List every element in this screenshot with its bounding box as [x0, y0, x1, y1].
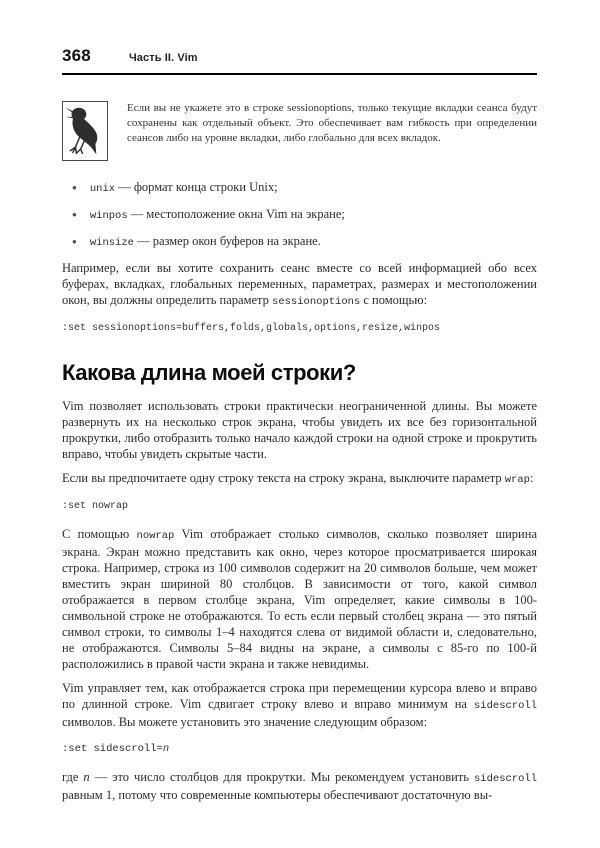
- bullet-text: [90, 206, 345, 224]
- code-line-sessionoptions: :set sessionoptions=buffers,folds,globals,options,resize,winpos: [62, 323, 441, 334]
- running-header-title: Часть II. Vim: [128, 52, 198, 64]
- list-item: [62, 206, 537, 224]
- paragraph-nowrap-explanation: С помощью nowrap Vim отображает столько символов, сколько позволяет ширина экрана. Экран можно представить как окно, через которое просматривается широкая строка. Например, строка из 100 символов содержит на 20 символов больше, чем может вместить экран шириной 80 столбцов. В зависимости от того, какой символ отображается в первом столбце экрана, Vim определяет, какие символы в 100-символьной строке не отображаются. То есть если первый столбец экрана — это пятый символ строки, то символы 1–4 находятся слева от видимой области и, следовательно, не отображаются. Символы 5–84 видны на экране, а символы с 85-го по 100-й расположились в правой части экрана и также невидимы.: [62, 527, 537, 671]
- code-line-sidescroll: :set sidescroll=n: [62, 743, 170, 755]
- note-text: Если вы не укажете это в строке sessionoptions, только текущие вкладки сеанса будут сохранены как отдельный объект. Это обеспечивает вам гибкость при определении сеансов либо на уровне вкладки, либо глобально для всех вкладок.: [127, 102, 537, 144]
- list-item: [62, 233, 537, 251]
- paragraph-sessionoptions-example: Например, если вы хотите сохранить сеанс вместе со всей информацией обо всех буферах, вкладках, глобальных переменных, параметрах, размерах и местоположении окон, вы должны определить параметр sessionoptions с помощью:: [62, 261, 537, 308]
- header-rule: [62, 73, 537, 75]
- bullet-desc: — местоположение окна Vim на экране;: [127, 207, 345, 221]
- bullet-icon: ●: [72, 210, 77, 219]
- section-heading: Какова длина моей строки?: [62, 360, 356, 385]
- bullet-desc: — размер окон буферов на экране.: [133, 234, 321, 248]
- bullet-text: [90, 179, 278, 197]
- bullet-icon: ●: [72, 237, 77, 246]
- paragraph-sidescroll-intro: Vim управляет тем, как отображается строка при перемещении курсора влево и вправо по длинной строке. Vim сдвигает строку влево и вправо минимум на sidescroll символов. Вы можете установить это значение следующим образом:: [62, 681, 537, 729]
- bullet-text: [90, 233, 321, 251]
- bullet-icon: ●: [72, 183, 77, 192]
- code-line-nowrap: :set nowrap: [62, 501, 129, 512]
- list-item: [62, 179, 537, 197]
- bullet-term: winsize: [89, 237, 134, 249]
- page-number: 368: [62, 46, 91, 65]
- bullet-list: [62, 179, 537, 251]
- note-block: [62, 101, 537, 161]
- note-icon-box: [62, 101, 108, 161]
- running-header: [62, 46, 537, 66]
- paragraph-sidescroll-recommendation: где n — это число столбцов для прокрутки. Мы рекомендуем установить sidescroll равным 1, потому что современные компьютеры обеспечивают достаточную вы-: [62, 770, 537, 802]
- bullet-desc: — формат конца строки Unix;: [115, 180, 278, 194]
- raven-icon: [65, 102, 105, 161]
- bullet-term: winpos: [89, 210, 128, 222]
- paragraph-wrap-option: Если вы предпочитаете одну строку текста на строку экрана, выключите параметр wrap:: [62, 471, 534, 486]
- bullet-term: unix: [89, 183, 116, 195]
- paragraph-line-length-intro: Vim позволяет использовать строки практически неограниченной длины. Вы можете развернуть их на несколько строк экрана, чтобы увидеть их все без горизонтальной прокрутки, либо отобразить только начало каждой строки на одной строке и прокрутить вправо, чтобы увидеть скрытые части.: [62, 399, 537, 461]
